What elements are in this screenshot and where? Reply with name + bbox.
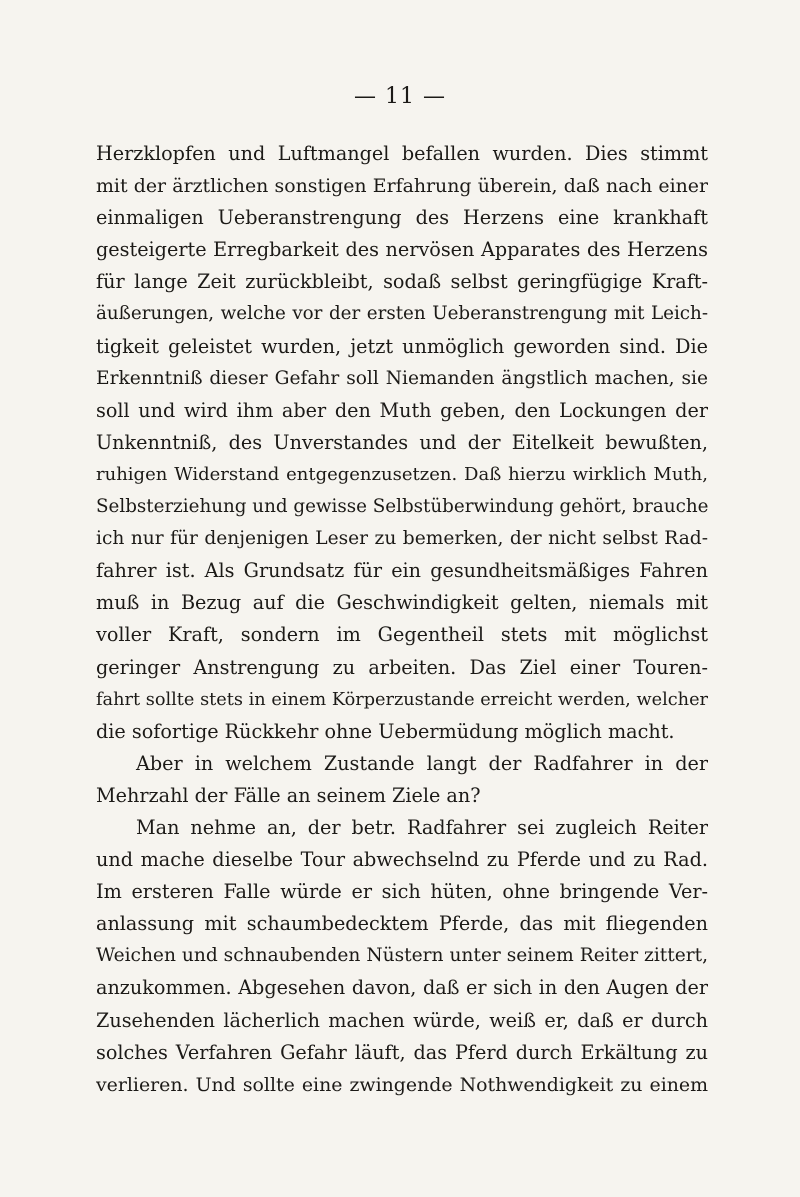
text-line: mit der ärztlichen sonstigen Erfahrung überein, daß nach einer [96, 175, 708, 198]
text-line: fahrt sollte stets in einem Körperzustande erreicht werden, welcher [96, 689, 708, 710]
text-line: anzukommen. Abgesehen davon, daß er sich in den Augen der [96, 976, 708, 1000]
text-line: verlieren. Und sollte eine zwingende Nothwendigkeit zu einem [96, 1073, 708, 1096]
text-line: Weichen und schnaubenden Nüstern unter seinem Reiter zittert, [96, 945, 708, 967]
page-number: — 11 — [354, 84, 446, 109]
text-line: Herzklopfen und Luftmangel befallen wurden. Dies stimmt [96, 142, 708, 165]
text-line: muß in Bezug auf die Geschwindigkeit gelten, niemals mit [96, 591, 708, 615]
text-line: voller Kraft, sondern im Gegentheil stets mit möglichst [96, 623, 708, 647]
text-line: fahrer ist. Als Grundsatz für ein gesundheitsmäßiges Fahren [96, 559, 708, 583]
text-line: Mehrzahl der Fälle an seinem Ziele an? [96, 783, 481, 807]
text-line: ich nur für denjenigen Leser zu bemerken, der nicht selbst Rad- [96, 528, 708, 550]
text-line: tigkeit geleistet wurden, jetzt unmöglich geworden sind. Die [96, 334, 708, 358]
text-line: ruhigen Widerstand entgegenzusetzen. Daß hierzu wirklich Muth, [96, 463, 708, 485]
text-line: Zusehenden lächerlich machen würde, weiß er, daß er durch [96, 1008, 708, 1032]
text-line: Erkenntniß dieser Gefahr soll Niemanden ängstlich machen, sie [96, 367, 708, 389]
text-line: die sofortige Rückkehr ohne Uebermüdung möglich macht. [96, 719, 675, 743]
text-line: Aber in welchem Zustande langt der Radfahrer in der [136, 751, 708, 775]
text-line: und mache dieselbe Tour abwechselnd zu Pferde und zu Rad. [96, 848, 708, 872]
text-line: Unkenntniß, des Unverstandes und der Eitelkeit bewußten, [96, 430, 708, 454]
text-line: gesteigerte Erregbarkeit des nervösen Apparates des Herzens [96, 238, 708, 262]
text-line: für lange Zeit zurückbleibt, sodaß selbst geringfügige Kraft- [96, 270, 708, 294]
body-text [96, 138, 708, 1101]
text-line: Man nehme an, der betr. Radfahrer sei zugleich Reiter [136, 815, 708, 839]
text-line: solches Verfahren Gefahr läuft, das Pferd durch Erkältung zu [96, 1040, 708, 1064]
text-line: soll und wird ihm aber den Muth geben, den Lockungen der [96, 398, 708, 422]
text-line: Im ersteren Falle würde er sich hüten, ohne bringende Ver- [96, 880, 708, 904]
text-line: anlassung mit schaumbedecktem Pferde, das mit fliegenden [96, 912, 708, 936]
text-line: einmaligen Ueberanstrengung des Herzens eine krankhaft [96, 206, 708, 230]
text-line: äußerungen, welche vor der ersten Ueberanstrengung mit Leich- [96, 303, 708, 325]
text-line: Selbsterziehung und gewisse Selbstüberwindung gehört, brauche [96, 496, 708, 518]
text-line: geringer Anstrengung zu arbeiten. Das Ziel einer Touren- [96, 655, 708, 679]
